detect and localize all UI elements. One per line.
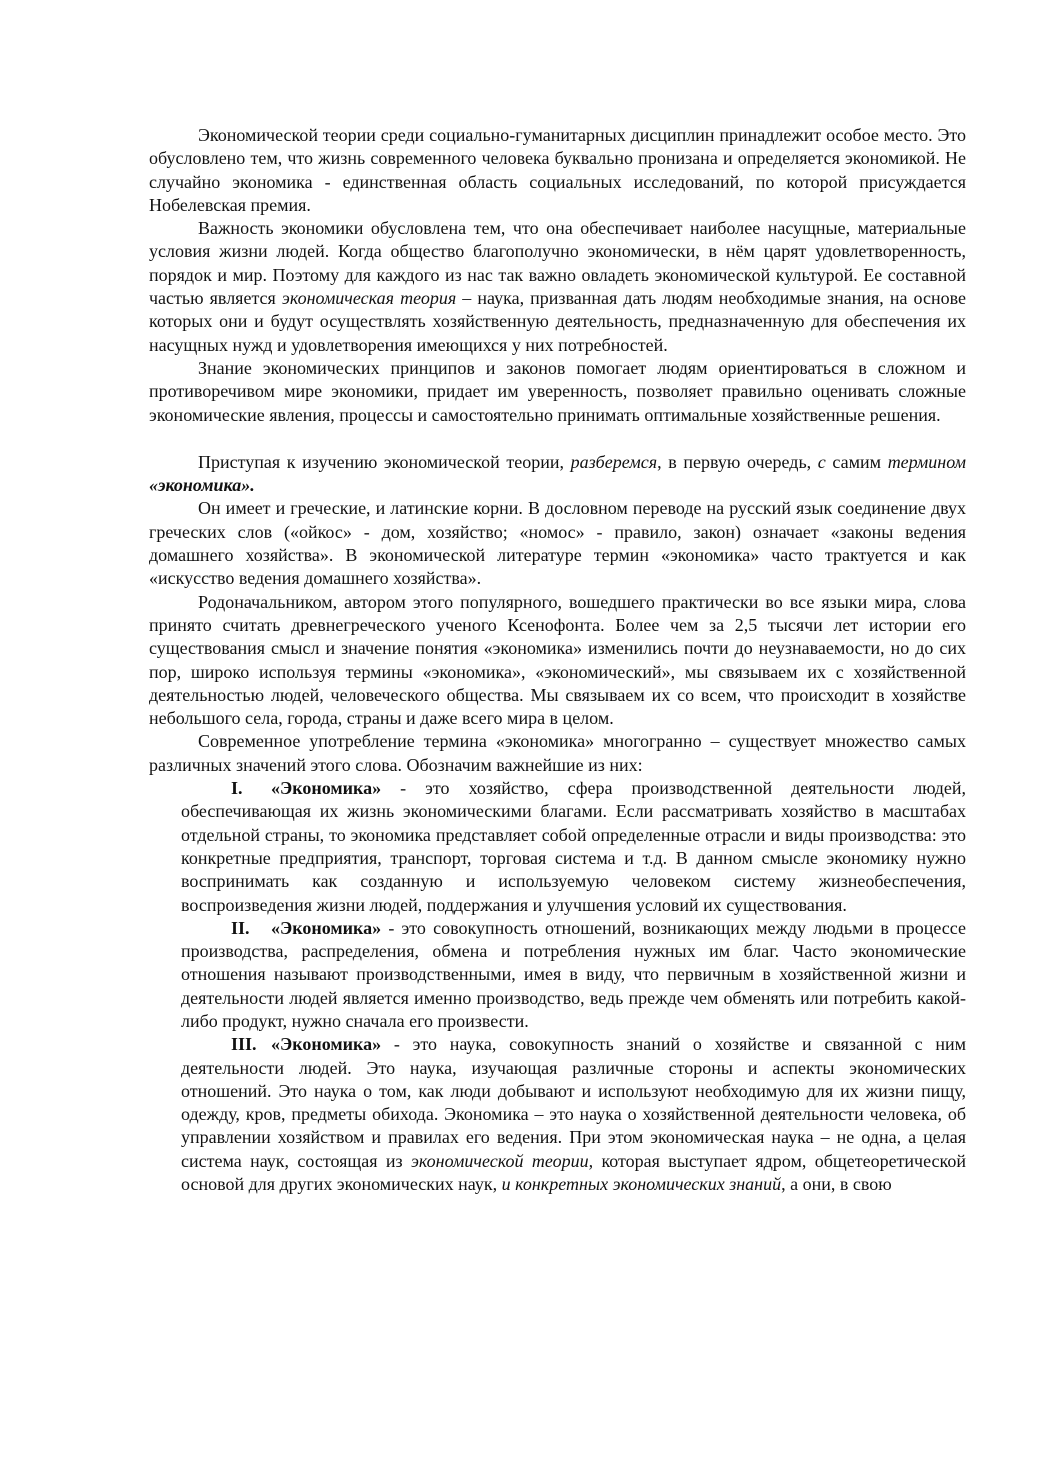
list-number: II.: [231, 917, 250, 938]
text-span: , в первую очередь,: [657, 451, 818, 472]
list-term: «Экономика»: [271, 1034, 382, 1055]
paragraph-origin: Родоначальником, автором этого популярного, вошедшего практически во все языки мира, слова принято считать древнегреческого ученого Ксенофонта. Более чем за 2,5 тысячи лет истории его существования смысл и значение понятия «экономика» изменились почти до неузнаваемости, но до сих пор, широко используя термины «экономика», «экономический», мы связываем их с хозяйственной деятельностью людей, человеческого общества. Мы связываем их со всем, что происходит в хозяйстве небольшого села, города, страны и даже всего мира в целом.: [149, 591, 966, 729]
list-text: - это наука, совокупность знаний о хозяйстве и связанной с ним деятельности людей. Это наука, изучающая различные стороны и аспекты экономических отношений. Это наука о том, как люди добывают и используют необходимую для их жизни пищу, одежду, кров, предметы обихода. Экономика – это наука о хозяйственной деятельности человека, об управлении хозяйством и правилах его ведения. При этом экономическая наука – не одна, а целая система наук, состоящая из: [181, 1034, 966, 1171]
list-item-3: [181, 1033, 966, 1196]
list-term: «Экономика»: [271, 778, 382, 799]
text-span: Приступая к изучению экономической теории,: [198, 451, 571, 472]
paragraph-term-intro: [149, 451, 966, 498]
text-span: Важность экономики обусловлена тем, что она обеспечивает наиболее насущные, материальные условия жизни людей. Когда общество благополучно экономически, в нём царят удовлетворенность, порядок и мир. Поэтому для каждого из нас так важно овладеть экономической культурой. Ее составной частью является: [149, 218, 966, 309]
term-economics: «экономика».: [149, 475, 255, 496]
text-span: самим: [825, 451, 888, 472]
italic-span: и конкретных экономических знаний: [501, 1174, 782, 1195]
paragraph-knowledge: Знание экономических принципов и законов помогает людям ориентироваться в сложном и противоречивом мире экономики, придает им уверенность, позволяет правильно оценивать сложные экономические явления, процессы и самостоятельно принимать оптимальные хозяйственные решения.: [149, 357, 966, 425]
list-text: которая выступает ядром, общетеоретической основой для других экономических наук,: [181, 1150, 967, 1195]
list-text: , а они, в свою: [781, 1174, 892, 1195]
list-number: III.: [231, 1034, 257, 1055]
paragraph-etymology: Он имеет и греческие, и латинские корни. В дословном переводе на русский язык соединение двух греческих слов («ойкос» - дом, хозяйство; «номос» - правило, закон) означает «законы ведения домашнего хозяйства». В экономической литературе термин «экономика» часто трактуется и как «искусство ведения домашнего хозяйства».: [149, 498, 966, 589]
list-number: I.: [231, 778, 243, 799]
paragraph-importance: [149, 217, 966, 357]
list-text: - это хозяйство, сфера производственной деятельности людей, обеспечивающая их жизнь экономическими благами. Если рассматривать хозяйство в масштабах отдельной страны, то экономика представляет собой определенные отрасли и виды производства: это конкретные предприятия, транспорт, торговая система и т.д. В данном смысле экономику нужно воспринимать как созданную и используемую человеком систему жизнеобеспечения, воспроизведения жизни людей, поддержания и улучшения условий их существования.: [181, 778, 966, 915]
italic-span: разберемся: [570, 451, 658, 472]
italic-span: с: [817, 451, 826, 472]
text-span: – наука, призванная дать людям необходимые знания, на основе которых они и будут осуществлять хозяйственную деятельность, предназначенную для обеспечения их насущных нужд и удовлетворения имеющихся у них потребностей.: [149, 288, 967, 355]
paragraph-intro: Экономической теории среди социально-гуманитарных дисциплин принадлежит особое место. Это обусловлено тем, что жизнь современного человека буквально пронизана и определяется экономикой. Не случайно экономика - единственная область социальных исследований, по которой присуждается Нобелевская премия.: [149, 125, 966, 215]
italic-span: экономической теории,: [411, 1150, 594, 1171]
list-term: «Экономика»: [271, 917, 382, 938]
list-item-1: [181, 777, 966, 917]
italic-span: термином: [887, 451, 966, 472]
paragraph-gap: [149, 427, 966, 451]
list-item-2: [181, 917, 966, 1033]
document-page: [149, 124, 966, 1196]
paragraph-meanings: Современное употребление термина «экономика» многогранно – существует множество самых различных значений этого слова. Обозначим важнейшие из них:: [149, 731, 966, 775]
list-text: - это совокупность отношений, возникающих между людьми в процессе производства, распределения, обмена и потребления нужных им благ. Часто экономические отношения называют производственными, имея в виду, что первичным в хозяйственной жизни и деятельности людей является именно производство, ведь прежде чем обменять или потребить какой-либо продукт, нужно сначала его произвести.: [181, 917, 966, 1031]
term-economic-theory: экономическая теория: [281, 288, 457, 309]
